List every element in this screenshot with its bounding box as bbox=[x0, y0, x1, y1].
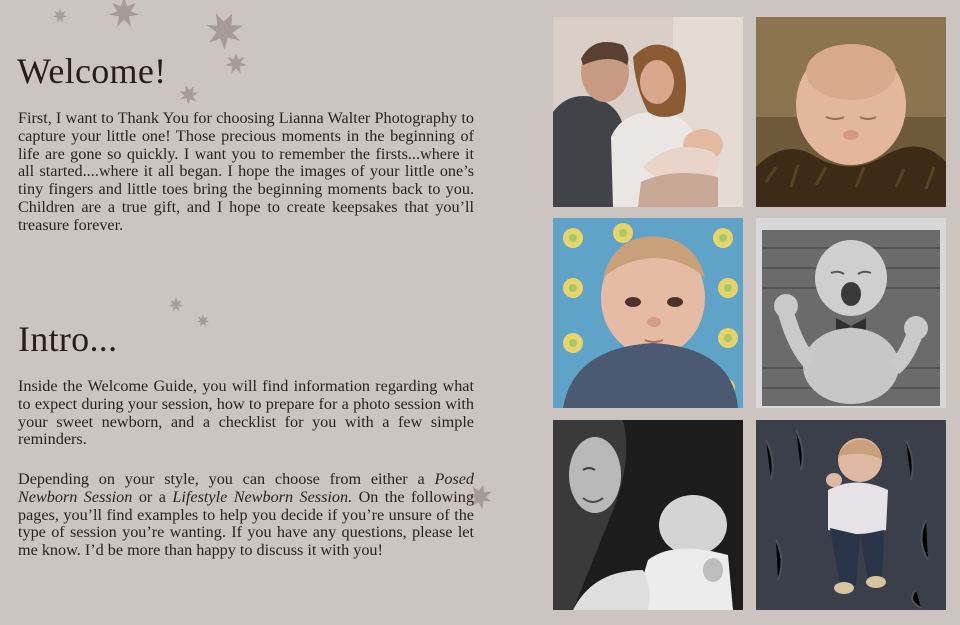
session-types-lead: Depending on your style, you can choose from either a bbox=[18, 470, 435, 488]
photo-yawning-newborn-bowtie bbox=[756, 218, 946, 408]
leaf-icon bbox=[52, 8, 68, 24]
photo-sleeping-newborn-fur bbox=[756, 17, 946, 207]
welcome-paragraph: First, I want to Thank You for choosing Lianna Walter Photography to capture your little one! Those precious moments in the beginning of life are gone so quickly. I want you to remember the firsts...where it all started....where it all began. I hope the images of your little one’s tiny fingers and little toes bring the beginning moments back to you. Children are a true gift, and I hope to create keepsakes that you’ll treasure forever. bbox=[18, 109, 474, 234]
leaf-icon bbox=[178, 80, 200, 110]
lifestyle-session-label: Lifestyle Newborn Session. bbox=[172, 487, 353, 506]
intro-paragraph: Inside the Welcome Guide, you will find information regarding what to expect during your session, how to prepare for a photo session with your sweet newborn, and a checklist for you with a few simple reminders. bbox=[18, 377, 474, 449]
session-types-paragraph bbox=[18, 471, 474, 560]
session-types-rest: On the following pages, you’ll find examples to help you decide if you’re unsure of the type of session you’re wanting. If you have any questions, please let me know. I’d be more than happy to discuss it with you! bbox=[18, 487, 474, 560]
photo-newborn-crochet-blanket bbox=[553, 218, 743, 408]
posed-session-label: Posed Newborn Session bbox=[18, 470, 474, 506]
leaf-icon bbox=[100, 0, 148, 30]
welcome-heading: Welcome! bbox=[17, 51, 167, 91]
intro-heading: Intro... bbox=[18, 319, 118, 359]
session-types-or: or a bbox=[132, 487, 173, 506]
leaf-icon bbox=[196, 314, 210, 328]
photo-newborn-on-dark-fur bbox=[756, 420, 946, 610]
photo-parents-with-newborn bbox=[553, 17, 743, 207]
leaf-icon bbox=[168, 296, 184, 314]
leaf-icon bbox=[224, 52, 248, 76]
leaf-icon bbox=[203, 10, 245, 52]
photo-mother-holding-newborn bbox=[553, 420, 743, 610]
